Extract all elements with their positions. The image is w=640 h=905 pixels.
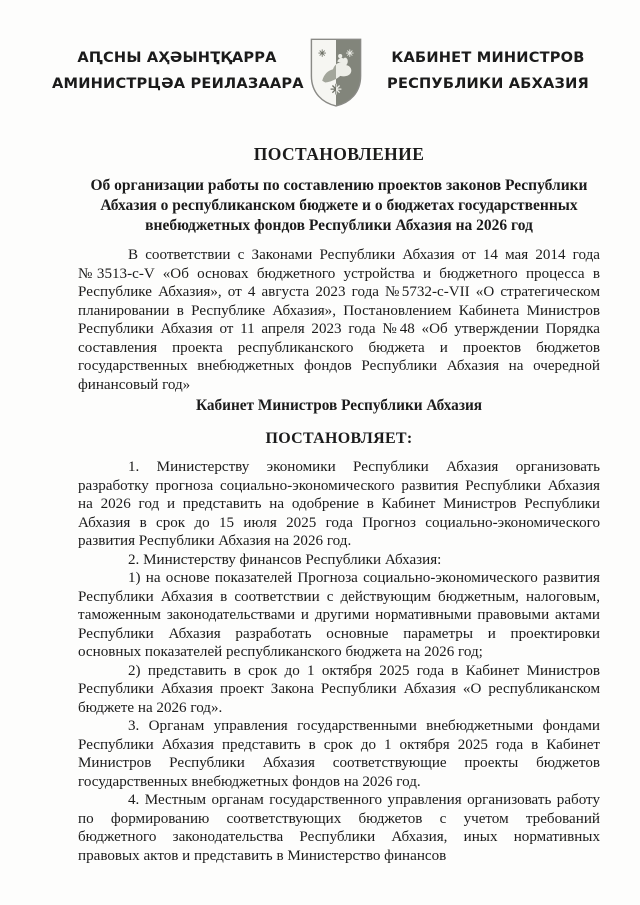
resolves-label: ПОСТАНОВЛЯЕТ: xyxy=(265,430,413,447)
org-left-line2: АМИНИСТРЦӘА РЕИЛАЗААРА xyxy=(52,75,304,92)
resolution-items xyxy=(78,458,600,865)
abkhazia-coat-of-arms-icon xyxy=(306,36,366,111)
resolution-item-1: 1. Министерству экономики Республики Абхазия организовать разработку прогноза социально-экономического развития Республики Абхазия на 2026 год и представить на одобрение в Кабинет Министров Республики Абхазия в срок до 15 июля 2025 года Прогноз социально-экономического развития Республики Абхазия на 2026 год. xyxy=(78,459,600,549)
org-right-line2: РЕСПУБЛИКИ АБХАЗИЯ xyxy=(387,75,589,92)
resolution-item-2: 2. Министерству финансов Республики Абхазия: xyxy=(128,551,442,568)
org-name-abkhazian xyxy=(52,45,302,97)
resolution-item-2-2: 2) представить в срок до 1 октября 2025 года в Кабинет Министров Республики Абхазия проект Закона Республики Абхазия «О республиканском бюджете на 2026 год». xyxy=(78,662,600,716)
resolution-item-3: 3. Органам управления государственными внебюджетными фондами Республики Абхазия представить в срок до 1 октября 2025 года в Кабинет Министров Республики Абхазия соответствующие проекты бюджетов государственных внебюджетных фондов на 2026 год. xyxy=(78,718,600,790)
preamble-paragraph: В соответствии с Законами Республики Абхазия от 14 мая 2014 года №3513-с-V «Об основах бюджетного устройства и бюджетного процесса в Республике Абхазия», от 4 августа 2023 года №5732-с-VII «О стратегическом планировании в Республике Абхазия», Постановлением Кабинета Министров Республики Абхазия от 11 апреля 2023 года №48 «Об утверждении Порядка составления проекта республиканского бюджета и проектов бюджетов государственных внебюджетных фондов Республики Абхазия на очередной финансовый год» xyxy=(78,247,600,393)
document-subject: Об организации работы по составлению проектов законов Республики Абхазия о республиканском бюджете и о бюджетах государственных внебюджетных фондов Республики Абхазия на 2026 год xyxy=(90,177,588,234)
resolution-item-4: 4. Местным органам государственного управления организовать работу по формированию соответствующих бюджетов с учетом требований бюджетного законодательства Республики Абхазия, иных нормативных правовых актов и представить в Министерство финансов xyxy=(78,792,600,864)
org-name-russian xyxy=(386,45,590,97)
document-body xyxy=(78,146,600,865)
resolution-item-2-1: 1) на основе показателей Прогноза социально-экономического развития Республики Абхазия в соответствии с действующим бюджетным, налоговым, таможенным законодательствами и другими нормативными правовыми актами Республики Абхазия разработать основные параметры и проектировки основных показателей республиканского бюджета на 2026 год; xyxy=(78,570,600,660)
document-type-title: ПОСТАНОВЛЕНИЕ xyxy=(253,144,425,164)
issuer-line: Кабинет Министров Республики Абхазия xyxy=(195,397,483,414)
org-left-line1: АԤСНЫ АҲӘЫНҬҚАРРА xyxy=(77,49,277,66)
org-right-line1: КАБИНЕТ МИНИСТРОВ xyxy=(391,49,585,66)
